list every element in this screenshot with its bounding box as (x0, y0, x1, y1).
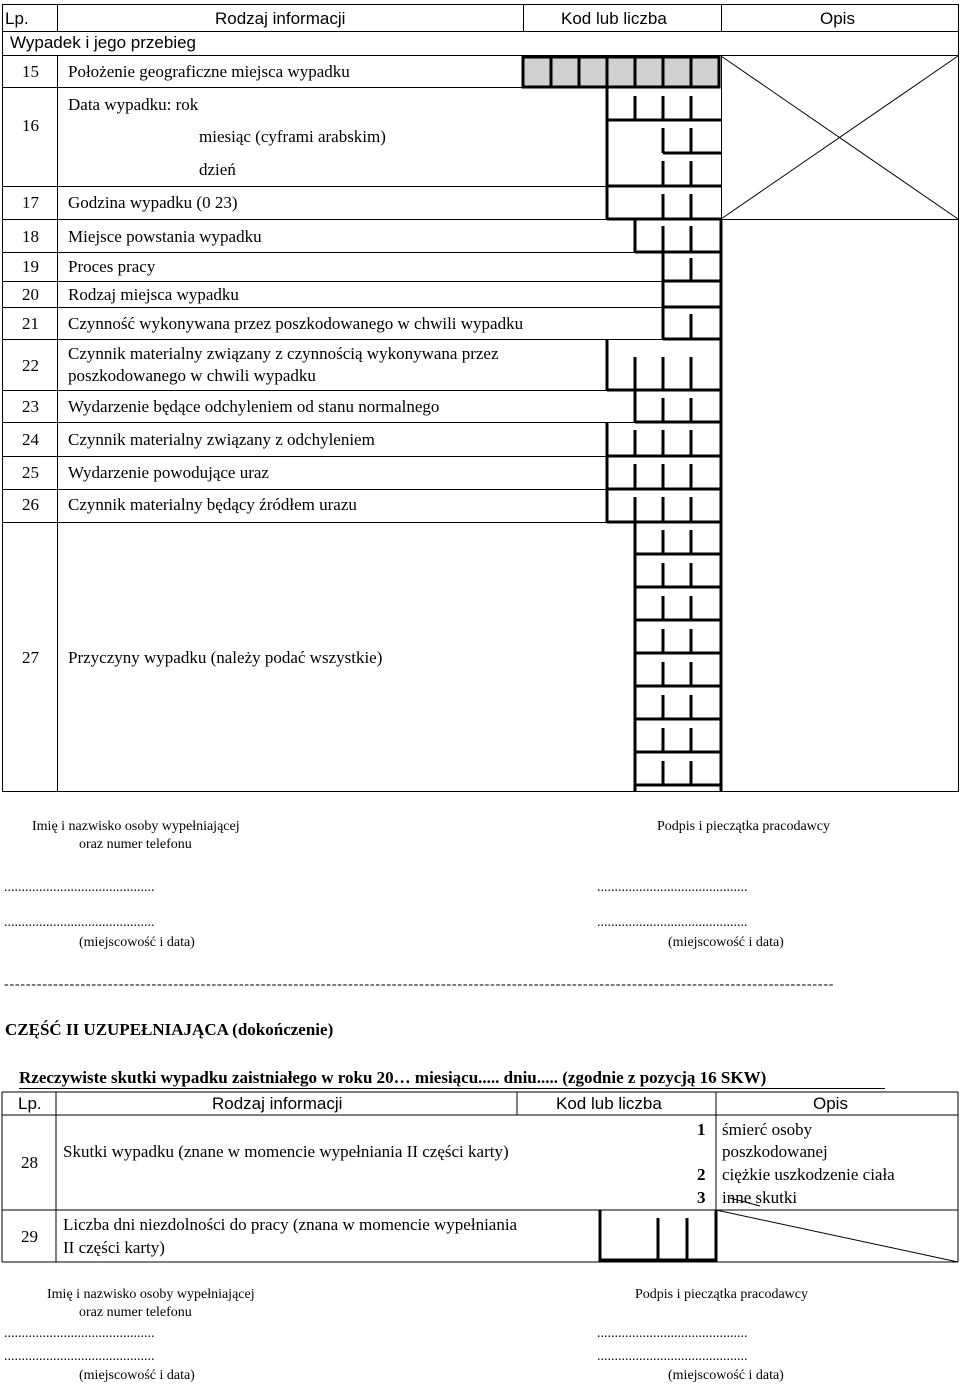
row-29-no: 29 (21, 1227, 38, 1246)
row-28-text: Skutki wypadku (znane w momencie wypełniania II części karty) (63, 1142, 509, 1161)
t2-header-code: Kod lub liczba (556, 1094, 662, 1113)
cut-line: -------------------------------------------------------------------------------------------------------------------------------------------------------- (4, 977, 835, 992)
row-25-text: Wydarzenie powodujące uraz (68, 463, 269, 482)
year-boxes[interactable] (607, 87, 721, 220)
sign1-left-dots2[interactable]: ........................................... (4, 915, 155, 930)
part2-title: CZĘŚĆ II UZUPEŁNIAJĄCA (dokończenie) (5, 1020, 334, 1039)
row-22-text2: poszkodowanego w chwili wypadku (68, 366, 316, 385)
t2-header-info: Rodzaj informacji (212, 1094, 343, 1113)
t2-header-desc: Opis (813, 1094, 848, 1113)
header-code: Kod lub liczba (561, 9, 667, 28)
row-16-text: Data wypadku: rok (68, 95, 199, 114)
row-19-no: 19 (22, 257, 39, 276)
sign2-left-dots2[interactable]: ........................................... (4, 1349, 155, 1364)
sign2-left-dots[interactable]: ........................................... (4, 1326, 155, 1341)
row-29-text: Liczba dni niezdolności do pracy (znana w momencie wypełniania (63, 1215, 518, 1234)
option-1-label: śmierć osoby (722, 1120, 813, 1139)
row-20-text: Rodzaj miejsca wypadku (68, 285, 239, 304)
row-15-no: 15 (22, 62, 39, 81)
row-27-no: 27 (22, 648, 39, 667)
option-1-code: 1 (697, 1120, 706, 1139)
part2-subtitle: Rzeczywiste skutki wypadku zaistniałego w roku 20… miesiącu..... dniu..... (zgodnie z pozycją 16 SKW) (19, 1068, 767, 1087)
sign2-right-dots2[interactable]: ........................................... (597, 1349, 748, 1364)
row-23-text: Wydarzenie będące odchyleniem od stanu normalnego (68, 397, 440, 416)
sign2-left-label: Imię i nazwisko osoby wypełniającej (47, 1287, 255, 1302)
header-info: Rodzaj informacji (215, 9, 346, 28)
subtitle-underline (19, 1088, 885, 1089)
option-3-code: 3 (697, 1188, 706, 1207)
sign1-right-dots[interactable]: ........................................... (597, 880, 748, 895)
row-15-text: Położenie geograficzne miejsca wypadku (68, 62, 350, 81)
sign1-left-place-date: (miejscowość i data) (79, 935, 195, 950)
row-21-no: 21 (22, 314, 39, 333)
option-2-label: ciężkie uszkodzenie ciała (722, 1165, 895, 1184)
row-17-text: Godzina wypadku (0 23) (68, 193, 238, 212)
row-19-text: Proces pracy (68, 257, 156, 276)
row-22-text: Czynnik materialny związany z czynnością wykonywana przez (68, 344, 499, 363)
sign1-right-dots2[interactable]: ........................................... (597, 915, 748, 930)
sign1-right-label: Podpis i pieczątka pracodawcy (657, 819, 830, 834)
sign2-left-label2: oraz numer telefonu (79, 1305, 192, 1320)
sign2-right-label: Podpis i pieczątka pracodawcy (635, 1287, 808, 1302)
option-1-label2: poszkodowanej (722, 1142, 828, 1161)
sign1-right-place-date: (miejscowość i data) (668, 935, 784, 950)
row-24-text: Czynnik materialny związany z odchyleniem (68, 430, 375, 449)
option-3-label: inne skutki (722, 1188, 798, 1207)
sign1-left-dots[interactable]: ........................................... (4, 880, 155, 895)
header-desc: Opis (820, 9, 855, 28)
row-29-text2: II części karty) (63, 1238, 165, 1257)
section-title: Wypadek i jego przebieg (10, 33, 197, 52)
row-26-no: 26 (22, 495, 39, 514)
row-22-no: 22 (22, 356, 39, 375)
row-28-no: 28 (21, 1153, 38, 1172)
row-16-day: dzień (199, 160, 236, 179)
row-20-no: 20 (22, 285, 39, 304)
row-25-no: 25 (22, 463, 39, 482)
sign2-left-place-date: (miejscowość i data) (79, 1368, 195, 1383)
sign1-left-label2: oraz numer telefonu (79, 837, 192, 852)
row-24-no: 24 (22, 430, 39, 449)
row-26-text: Czynnik materialny będący źródłem urazu (68, 495, 357, 514)
row-17-no: 17 (22, 193, 39, 212)
row-18-text: Miejsce powstania wypadku (68, 227, 262, 246)
t2-header-lp: Lp. (18, 1094, 42, 1113)
row-18-no: 18 (22, 227, 39, 246)
row-21-text: Czynność wykonywana przez poszkodowanego w chwili wypadku (68, 314, 524, 333)
row-16-month: miesiąc (cyframi arabskim) (199, 127, 386, 146)
row-27-text: Przyczyny wypadku (należy podać wszystkie) (68, 648, 383, 667)
header-lp: Lp. (5, 9, 29, 28)
sign1-left-label: Imię i nazwisko osoby wypełniającej (32, 819, 240, 834)
row-23-no: 23 (22, 397, 39, 416)
row-16-no: 16 (22, 116, 39, 135)
option-2-code: 2 (697, 1165, 706, 1184)
sign2-right-dots[interactable]: ........................................... (597, 1326, 748, 1341)
sign2-right-place-date: (miejscowość i data) (668, 1368, 784, 1383)
